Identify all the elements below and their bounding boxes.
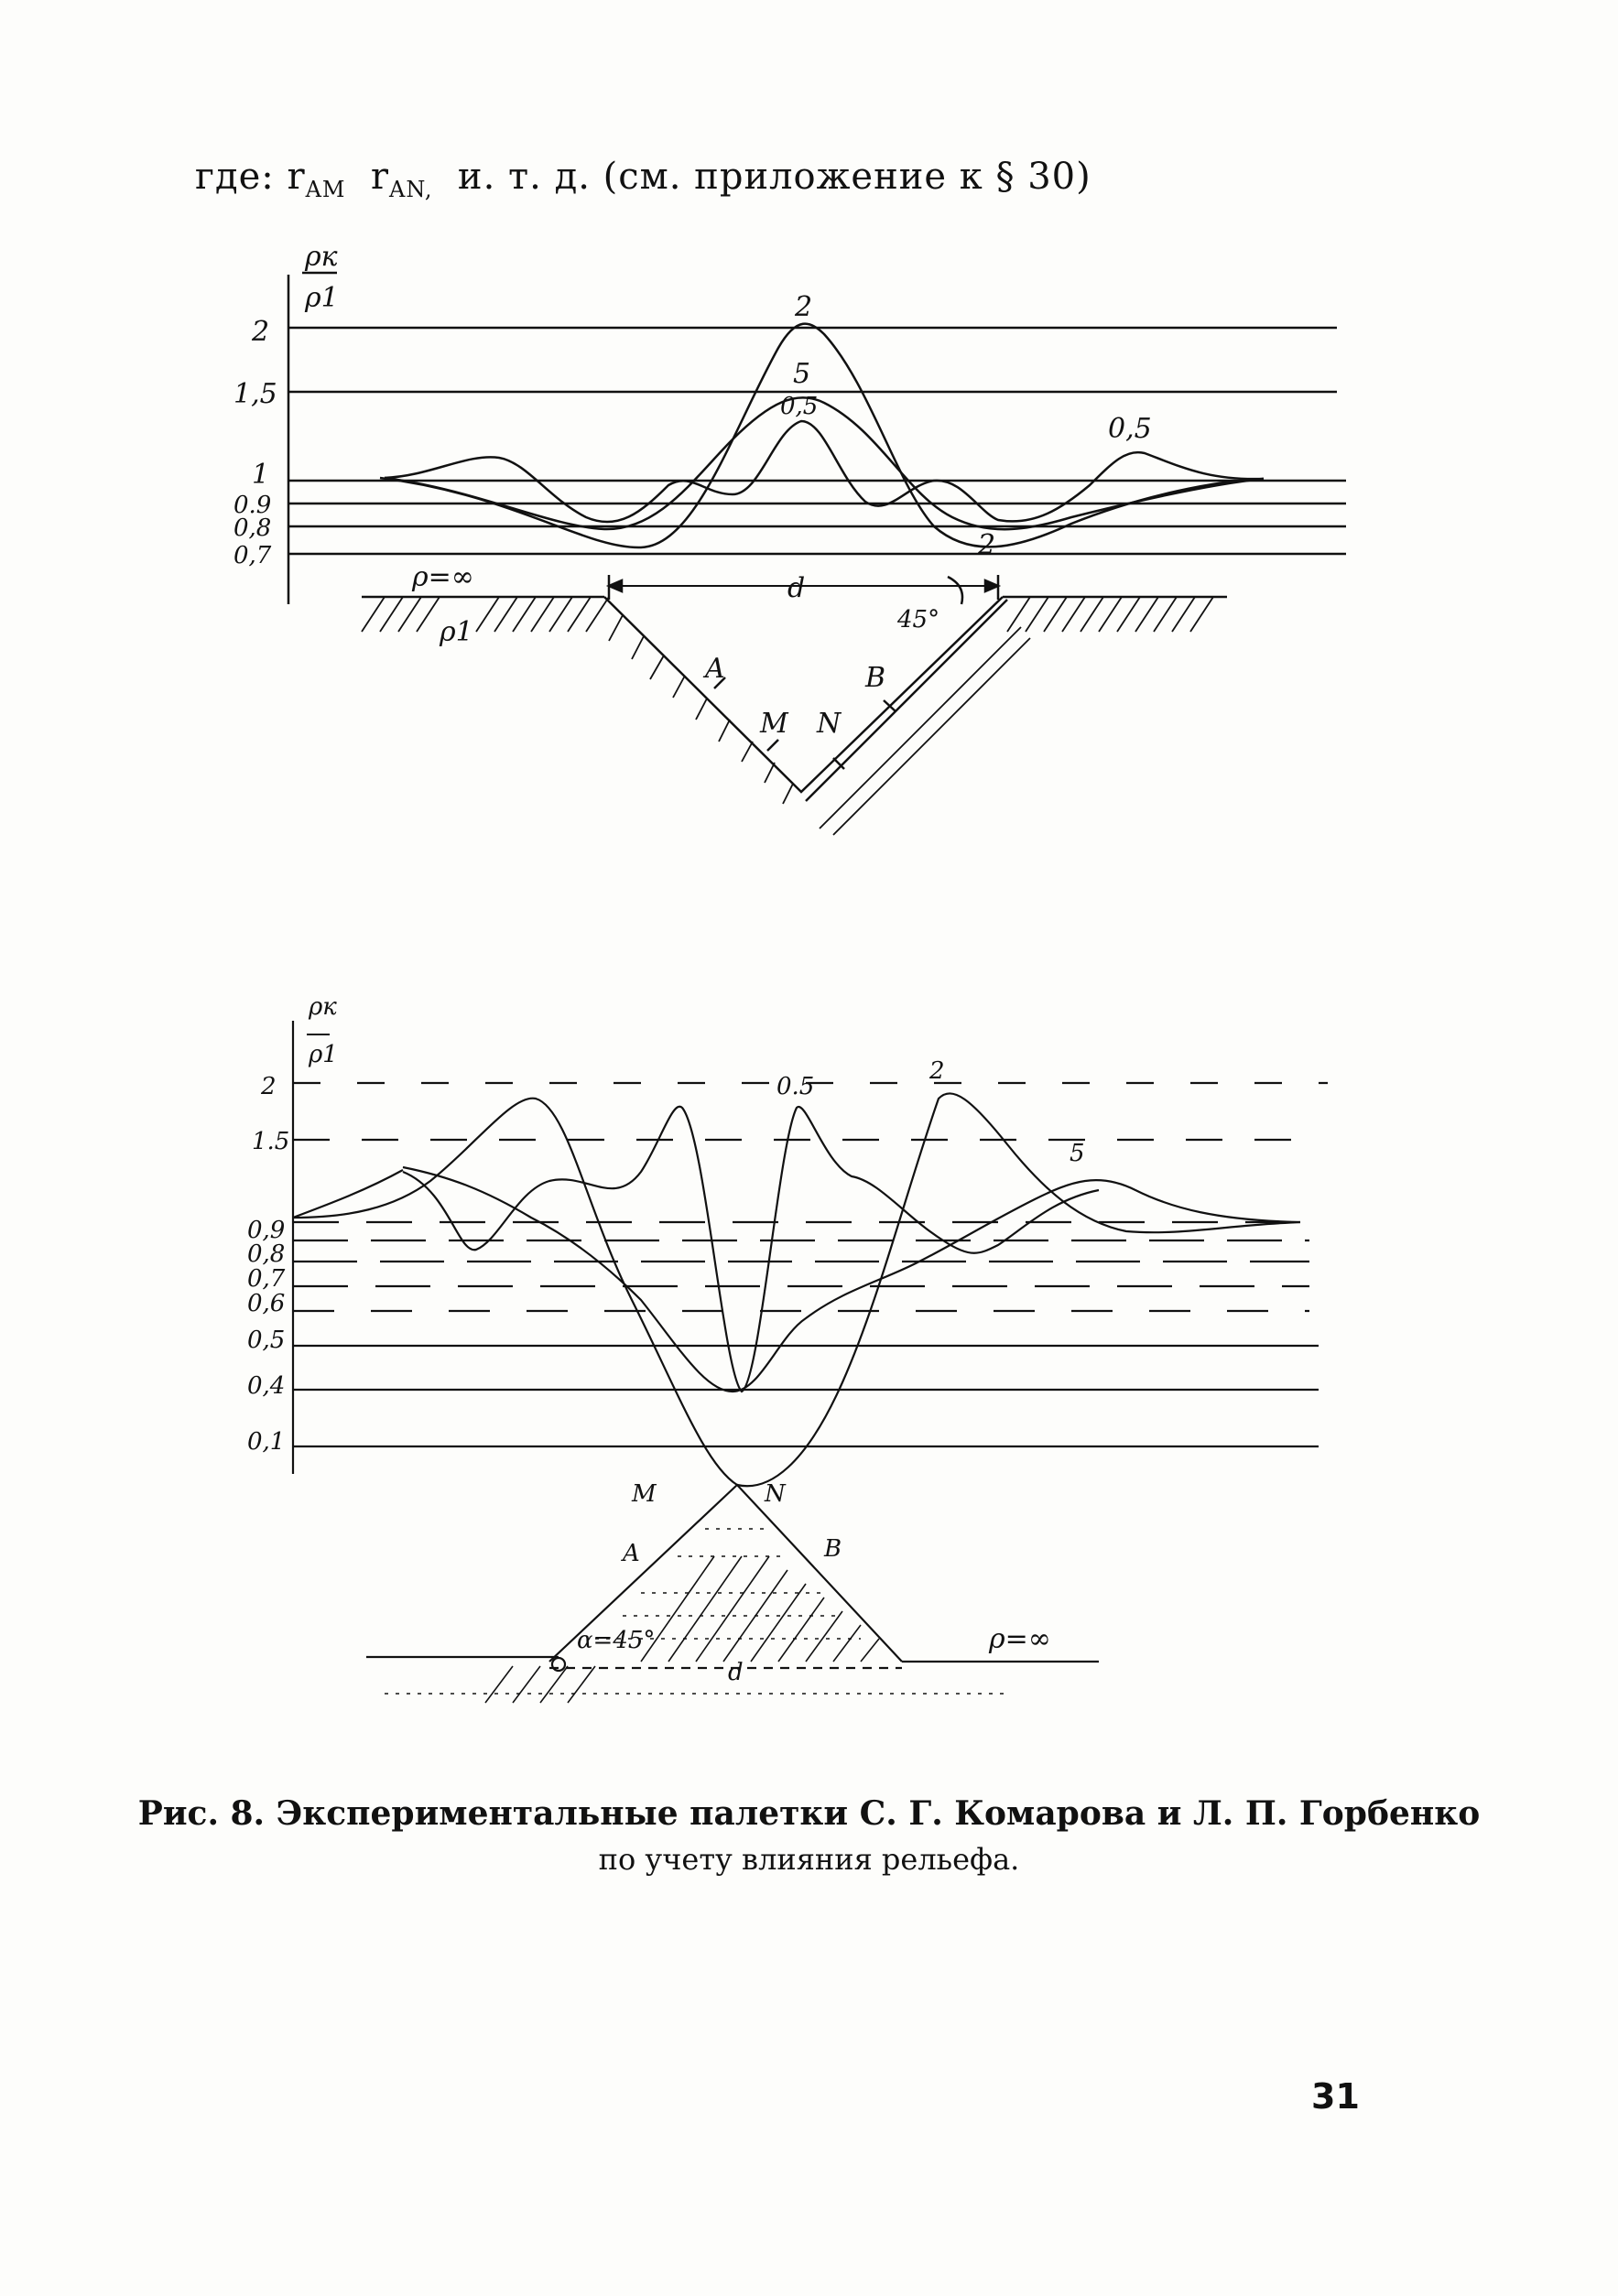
- fig1-label-A: A: [705, 653, 725, 685]
- r-am-subscript: AM: [305, 177, 346, 202]
- fig1-angle-label: 45°: [897, 606, 940, 634]
- figure-2: [293, 1021, 1328, 1703]
- fig1-tick-2: 2: [252, 316, 270, 348]
- fig1-label-curve-0-5-right: 0,5: [1108, 413, 1152, 445]
- fig1-rho1: ρ1: [440, 616, 473, 648]
- figure-caption-line-1: Рис. 8. Экспериментальные палетки С. Г. Комарова и Л. П. Горбенко: [137, 1794, 1481, 1833]
- fig2-curve-2: [293, 1093, 1300, 1486]
- fig1-tick-0-9: 0.9: [233, 492, 272, 519]
- fig2-tick-0-5: 0,5: [247, 1327, 286, 1354]
- fig1-tick-0-7: 0,7: [233, 542, 272, 569]
- fig1-label-M: M: [760, 708, 788, 740]
- fig2-ylabel-den: ρ1: [309, 1041, 338, 1068]
- fig2-label-A: A: [623, 1540, 640, 1567]
- r-an-subscript: AN,: [389, 177, 433, 202]
- fig2-tick-1-5: 1.5: [252, 1128, 290, 1155]
- fig1-rho-infinity: ρ=∞: [412, 561, 474, 593]
- fig1-tick-0-8: 0,8: [233, 514, 272, 542]
- fig2-d-label: d: [728, 1659, 744, 1686]
- fig2-tick-2: 2: [261, 1073, 277, 1100]
- fig2-tick-0-7: 0,7: [247, 1265, 286, 1293]
- fig2-curve-5: [403, 1167, 1300, 1392]
- fig1-label-curve-2: 2: [795, 291, 813, 323]
- fig2-rho-infinity: ρ=∞: [989, 1623, 1051, 1655]
- page-number: 31: [1311, 2076, 1360, 2117]
- fig2-hill-hatching: [485, 1556, 879, 1703]
- fig1-label-B: B: [865, 662, 886, 694]
- fig1-tick-1-5: 1,5: [233, 378, 277, 410]
- figure-caption-line-2: по учету влияния рельефа.: [598, 1842, 1020, 1877]
- figure-2-labels: [247, 993, 1085, 1686]
- fig1-tick-1: 1: [252, 459, 270, 491]
- figure-1: [288, 275, 1346, 835]
- fig2-tick-0-8: 0,8: [247, 1240, 286, 1268]
- fig1-electrode-M-mark: [767, 740, 778, 751]
- fig1-angle-arc: [948, 577, 962, 604]
- fig1-label-curve-0-5-center: 0,5: [780, 393, 819, 420]
- fig1-label-curve-2-low: 2: [978, 529, 996, 561]
- header-rest: и. т. д. (см. приложение к § 30): [457, 156, 1091, 198]
- fig1-ylabel-den: ρ1: [305, 282, 339, 314]
- fig2-alpha-label: α=45°: [577, 1627, 656, 1654]
- fig2-label-curve-5: 5: [1070, 1140, 1085, 1167]
- fig1-hatching-left: [362, 597, 793, 804]
- header-prefix: где:: [195, 156, 275, 198]
- fig2-label-N: N: [765, 1480, 786, 1508]
- fig2-tick-0-6: 0,6: [247, 1290, 286, 1317]
- fig1-ylabel-num: ρк: [305, 241, 338, 273]
- fig1-label-N: N: [817, 708, 842, 740]
- fig2-ylabel-num: ρк: [309, 993, 337, 1021]
- fig2-curve-left-tail: [293, 1170, 403, 1218]
- fig2-label-B: B: [824, 1535, 842, 1563]
- fig1-d-label: d: [787, 572, 806, 604]
- fig2-label-curve-2: 2: [929, 1057, 945, 1085]
- fig2-tick-0-9: 0,9: [247, 1217, 286, 1244]
- fig2-curve-0-5: [403, 1107, 1099, 1392]
- figure-1-labels: [233, 241, 1152, 740]
- fig2-tick-0-4: 0,4: [247, 1372, 286, 1400]
- fig1-valley-profile: [604, 597, 1003, 792]
- r-am-symbol: r: [287, 156, 306, 198]
- fig2-tick-0-1: 0,1: [247, 1428, 286, 1456]
- r-an-symbol: r: [370, 156, 390, 198]
- fig2-hill-dotted-fill: [385, 1529, 1007, 1694]
- fig1-label-curve-5: 5: [793, 358, 811, 390]
- fig2-label-curve-0-5: 0.5: [776, 1073, 815, 1100]
- fig2-label-M: M: [632, 1480, 657, 1508]
